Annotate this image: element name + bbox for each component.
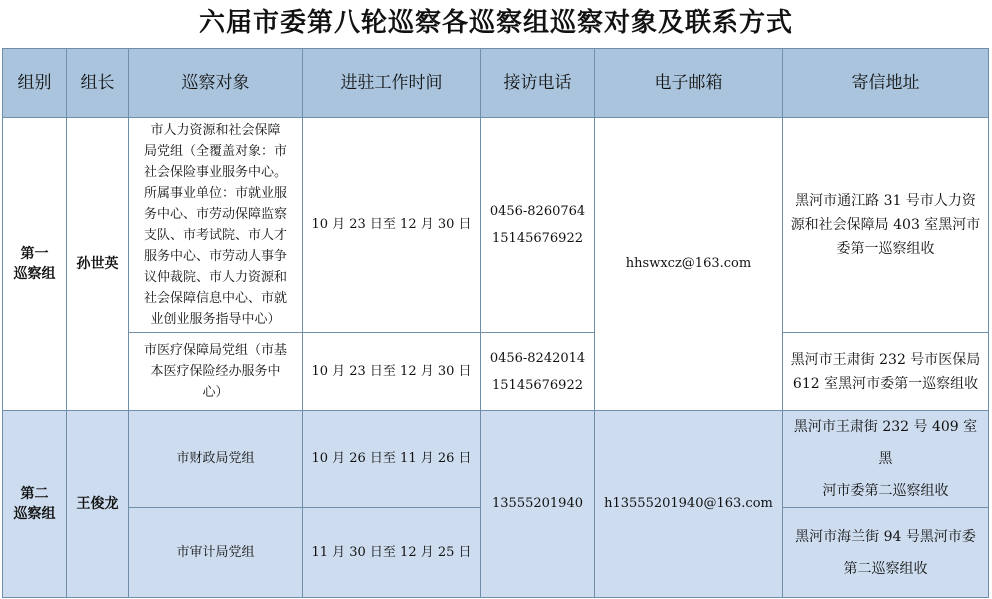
inspection-target: 市财政局党组	[129, 411, 303, 508]
header-leader: 组长	[67, 49, 129, 118]
group-leader: 孙世英	[67, 118, 129, 411]
page-title: 六届市委第八轮巡察各巡察组巡察对象及联系方式	[198, 8, 793, 38]
inspection-target: 市人力资源和社会保障 局党组（全覆盖对象：市 社会保险事业服务中心。 所属事业单位：市就业服 务中心、市劳动保障监察 支队、市考试院、市人才 服务中心、市劳动人事争 议仲裁院、市人力资源和 社会保障信息中心、市就 业创业服务指导中心）	[129, 118, 303, 333]
table-row	[3, 411, 989, 508]
mail-address: 黑河市王肃街 232 号 409 室黑 河市委第二巡察组收	[783, 411, 989, 508]
work-time: 10 月 23 日至 12 月 30 日	[303, 333, 481, 411]
inspection-target: 市医疗保障局党组（市基 本医疗保险经办服务中 心）	[129, 333, 303, 411]
header-row	[3, 49, 989, 118]
group-name: 第一 巡察组	[3, 118, 67, 411]
mail-address: 黑河市通江路 31 号市人力资 源和社会保障局 403 室黑河市 委第一巡察组收	[783, 118, 989, 333]
header-phone: 接访电话	[481, 49, 595, 118]
header-address: 寄信地址	[783, 49, 989, 118]
group-leader: 王俊龙	[67, 411, 129, 598]
phone-numbers: 0456-8242014 15145676922	[481, 333, 595, 411]
email-address: h13555201940@163.com	[595, 411, 783, 598]
table-row	[3, 333, 989, 411]
work-time: 10 月 23 日至 12 月 30 日	[303, 118, 481, 333]
group-name: 第二 巡察组	[3, 411, 67, 598]
inspection-target: 市审计局党组	[129, 508, 303, 598]
header-time: 进驻工作时间	[303, 49, 481, 118]
phone-numbers: 13555201940	[481, 411, 595, 598]
email-address: hhswxcz@163.com	[595, 118, 783, 411]
work-time: 11 月 30 日至 12 月 25 日	[303, 508, 481, 598]
table-row	[3, 118, 989, 333]
header-email: 电子邮箱	[595, 49, 783, 118]
header-target: 巡察对象	[129, 49, 303, 118]
inspection-table	[2, 48, 989, 598]
header-group: 组别	[3, 49, 67, 118]
phone-numbers: 0456-8260764 15145676922	[481, 118, 595, 333]
mail-address: 黑河市王肃街 232 号市医保局 612 室黑河市委第一巡察组收	[783, 333, 989, 411]
work-time: 10 月 26 日至 11 月 26 日	[303, 411, 481, 508]
mail-address: 黑河市海兰街 94 号黑河市委 第二巡察组收	[783, 508, 989, 598]
